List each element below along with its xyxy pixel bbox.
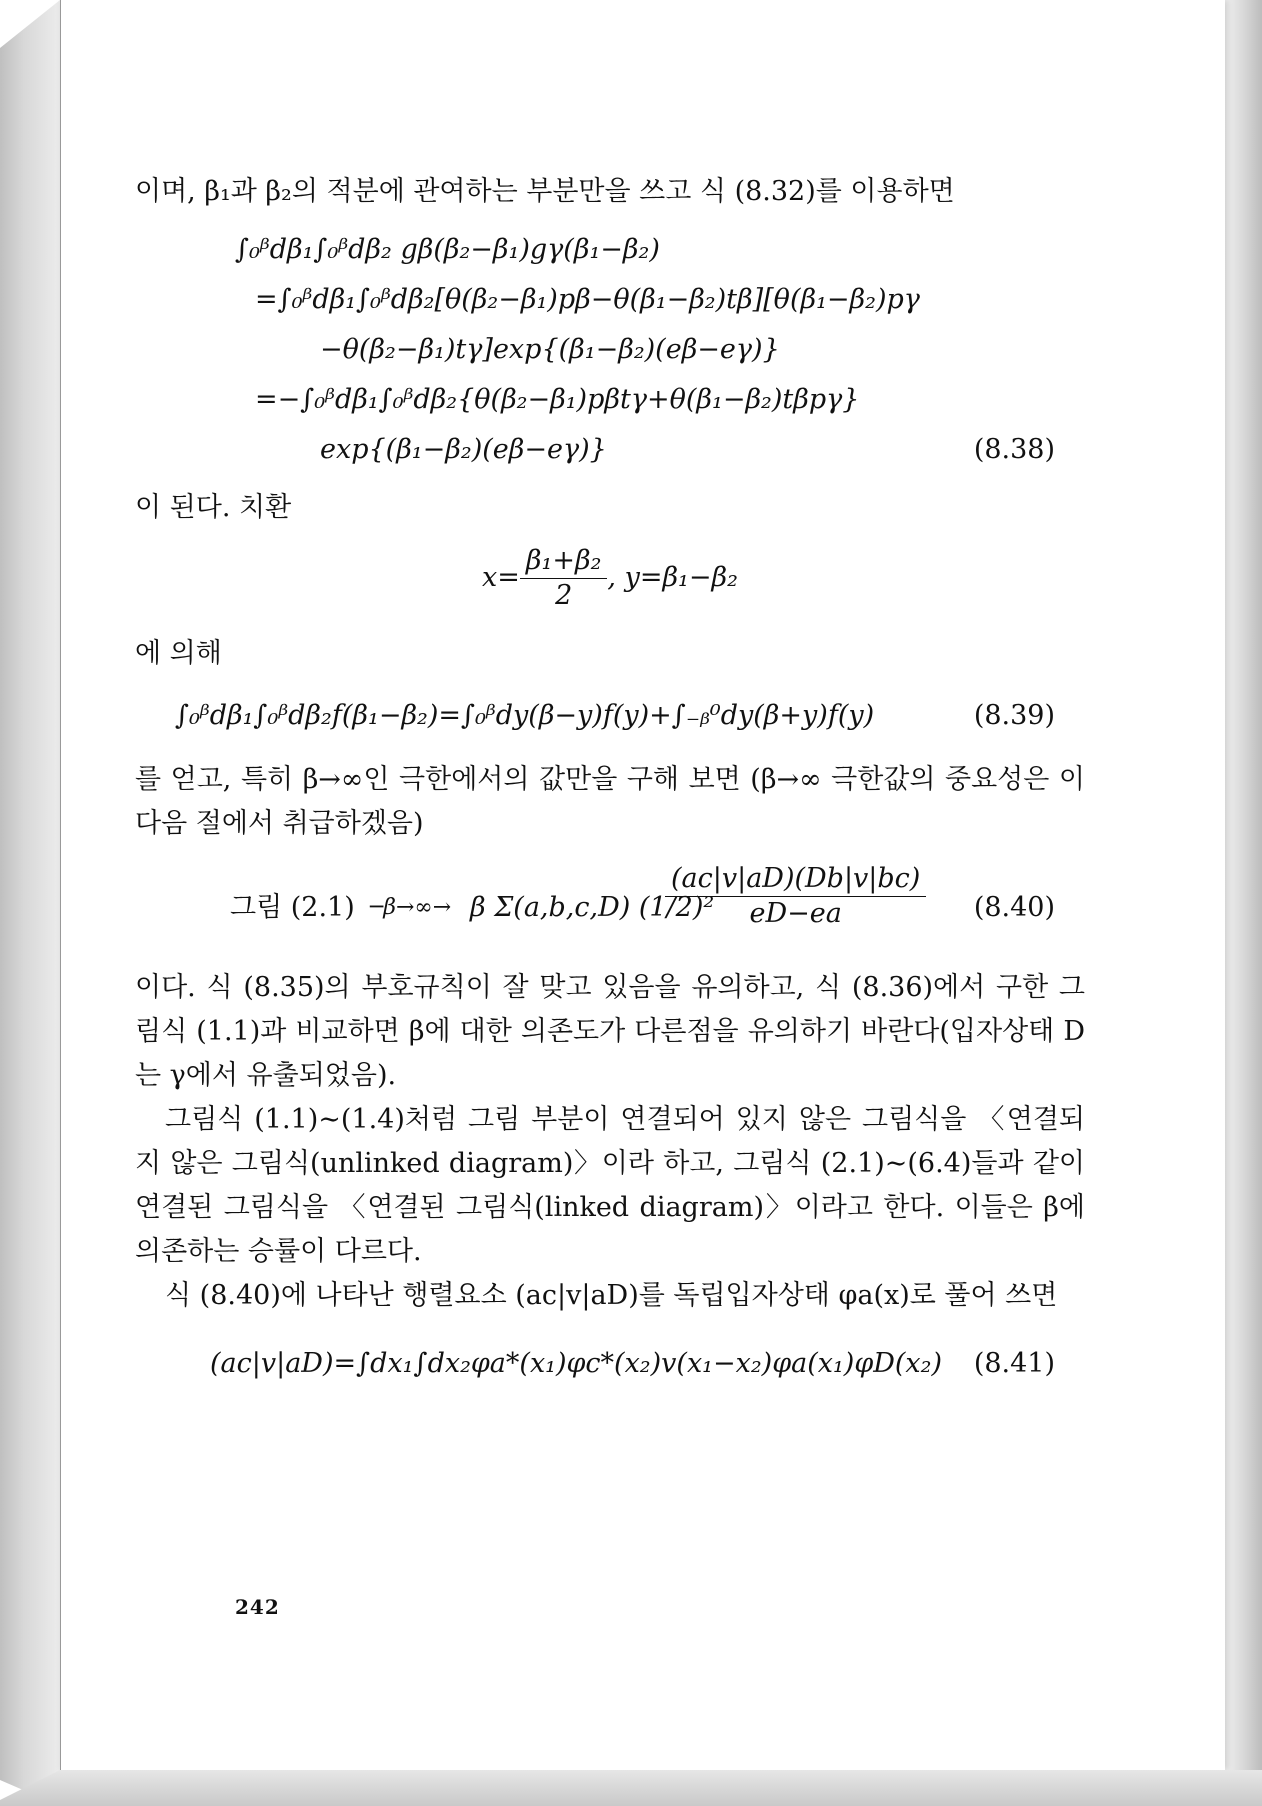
- subst-x-denominator: 2: [555, 580, 573, 611]
- paragraph-4: 를 얻고, 특히 β→∞인 극한에서의 값만을 구해 보면 (β→∞ 극한값의 중요성은 이 다음 절에서 취급하겠음): [135, 764, 1085, 839]
- paragraph-7: 식 (8.40)에 나타난 행렬요소 (ac|v|aD)를 독립입자상태 φa(x)로 풀어 쓰면: [165, 1280, 1058, 1311]
- book-bottom-edge: [0, 1770, 1262, 1806]
- eq40-denominator: eD−ea: [749, 898, 842, 929]
- eq40-arrow: ─β→∞→: [370, 895, 452, 920]
- paragraph-5: 이다. 식 (8.35)의 부호규칙이 잘 맞고 있음을 유의하고, 식 (8.36)에서 구한 그림식 (1.1)과 비교하면 β에 대한 의존도가 다른점을 유의하기 바란다(입자상태 D는 γ에서 유출되었음).: [135, 972, 1085, 1091]
- book-left-edge: [0, 0, 60, 1806]
- page-number: 242: [235, 1595, 280, 1619]
- subst-x-lhs: x=: [482, 562, 520, 593]
- eq40-number: (8.40): [973, 892, 1055, 923]
- eq38-line-1: ∫₀ᵝdβ₁∫₀ᵝdβ₂ gβ(β₂−β₁)gγ(β₁−β₂): [235, 234, 660, 265]
- eq40-label: 그림 (2.1): [230, 892, 355, 923]
- eq40-fraction: [665, 862, 926, 931]
- eq38-line-2: =∫₀ᵝdβ₁∫₀ᵝdβ₂[θ(β₂−β₁)pβ−θ(β₁−β₂)tβ][θ(β₁−β₂)pγ: [255, 284, 920, 315]
- eq39-number: (8.39): [973, 700, 1055, 731]
- eq38-number: (8.38): [973, 434, 1055, 465]
- eq38-line-4: =−∫₀ᵝdβ₁∫₀ᵝdβ₂{θ(β₂−β₁)pβtγ+θ(β₁−β₂)tβpγ}: [255, 384, 860, 415]
- paragraph-6: 그림식 (1.1)∼(1.4)처럼 그림 부분이 연결되어 있지 않은 그림식을 〈연결되지 않은 그림식(unlinked diagram)〉이라 하고, 그림식 (2.1)∼(6.4)들과 같이 연결된 그림식을 〈연결된 그림식(linked diagram)〉이라고 한다. 이들은 β에 의존하는 승률이 다르다.: [135, 1104, 1085, 1267]
- equation-8-39: [135, 694, 1085, 750]
- page-content: [135, 170, 1085, 1398]
- eq41-number: (8.41): [973, 1348, 1055, 1379]
- subst-y: , y=β₁−β₂: [607, 562, 738, 593]
- equation-8-40: [135, 862, 1085, 958]
- equation-8-38: [235, 228, 1085, 478]
- eq38-line-5: exp{(β₁−β₂)(eβ−eγ)}: [320, 434, 607, 465]
- substitution-equation: [135, 544, 1085, 624]
- paragraph-2: 이 된다. 치환: [135, 492, 292, 523]
- eq38-line-3: −θ(β₂−β₁)tγ]exp{(β₁−β₂)(eβ−eγ)}: [320, 334, 780, 365]
- book-right-edge: [1224, 0, 1262, 1806]
- paragraph-3: 에 의해: [135, 638, 222, 669]
- eq40-sum: β Σ(a,b,c,D) (1/2)²: [470, 892, 715, 923]
- eq41-body: (ac|v|aD)=∫dx₁∫dx₂φa*(x₁)φc*(x₂)v(x₁−x₂)φa(x₁)φD(x₂): [210, 1348, 943, 1379]
- eq39-body: ∫₀ᵝdβ₁∫₀ᵝdβ₂f(β₁−β₂)=∫₀ᵝdy(β−y)f(y)+∫₋ᵦ⁰dy(β+y)f(y): [175, 700, 875, 731]
- eq40-numerator: (ac|v|aD)(Db|v|bc): [665, 862, 926, 897]
- paragraph-1: 이며, β₁과 β₂의 적분에 관여하는 부분만을 쓰고 식 (8.32)를 이용하면: [135, 176, 955, 207]
- equation-8-41: [135, 1342, 1085, 1398]
- subst-x-numerator: β₁+β₂: [520, 544, 608, 579]
- subst-x-fraction: [520, 544, 608, 613]
